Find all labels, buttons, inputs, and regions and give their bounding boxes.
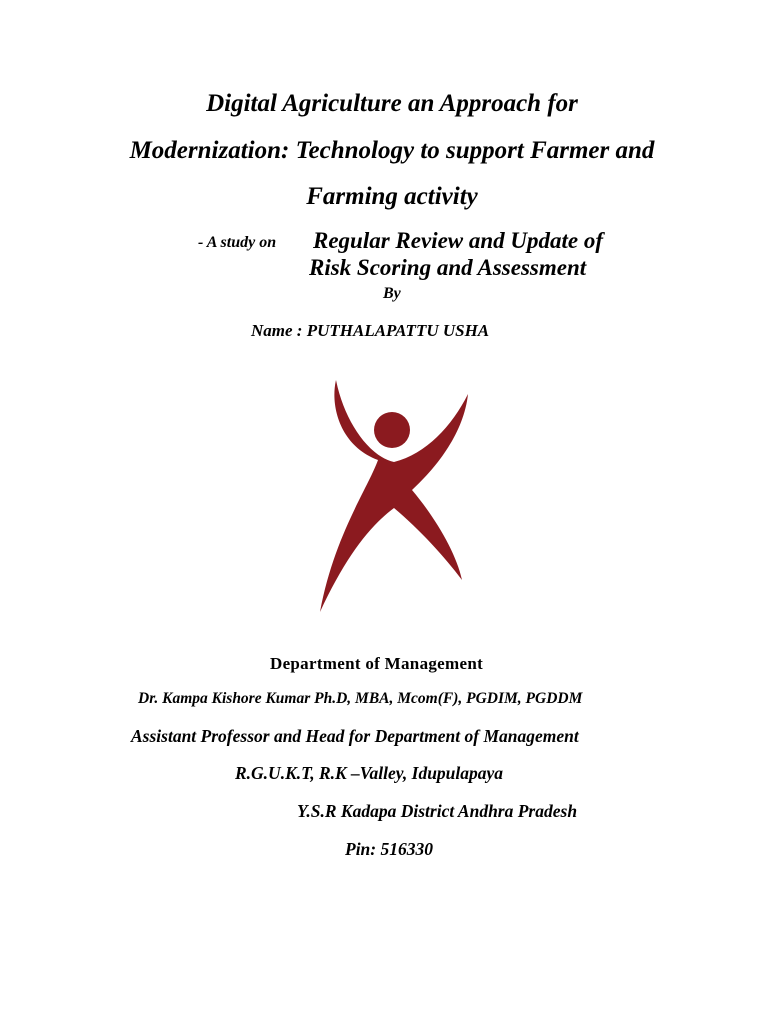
study-prefix: - A study on — [198, 234, 277, 251]
study-title-line-1: Regular Review and Update of — [313, 228, 604, 253]
study-title-line-2: Risk Scoring and Assessment — [309, 255, 587, 280]
university-address: R.G.U.K.T, R.K –Valley, Idupulapaya — [235, 763, 504, 783]
author-name: Name : PUTHALAPATTU USHA — [251, 321, 490, 340]
logo-shape — [320, 380, 468, 612]
district-address: Y.S.R Kadapa District Andhra Pradesh — [297, 801, 578, 821]
stick-figure-logo-icon — [316, 376, 472, 616]
guide-role: Assistant Professor and Head for Department of Management — [131, 726, 579, 746]
title-line-1: Digital Agriculture an Approach for — [206, 90, 578, 117]
pin-code: Pin: 516330 — [345, 839, 433, 859]
guide-name: Dr. Kampa Kishore Kumar Ph.D, MBA, Mcom(F), PGDIM, PGDDM — [138, 690, 583, 707]
logo-head — [374, 412, 410, 448]
department-heading: Department of Management — [270, 654, 484, 673]
title-line-2: Modernization: Technology to support Farmer and — [129, 137, 655, 164]
title-line-3: Farming activity — [306, 183, 478, 210]
by-label: By — [383, 285, 401, 302]
